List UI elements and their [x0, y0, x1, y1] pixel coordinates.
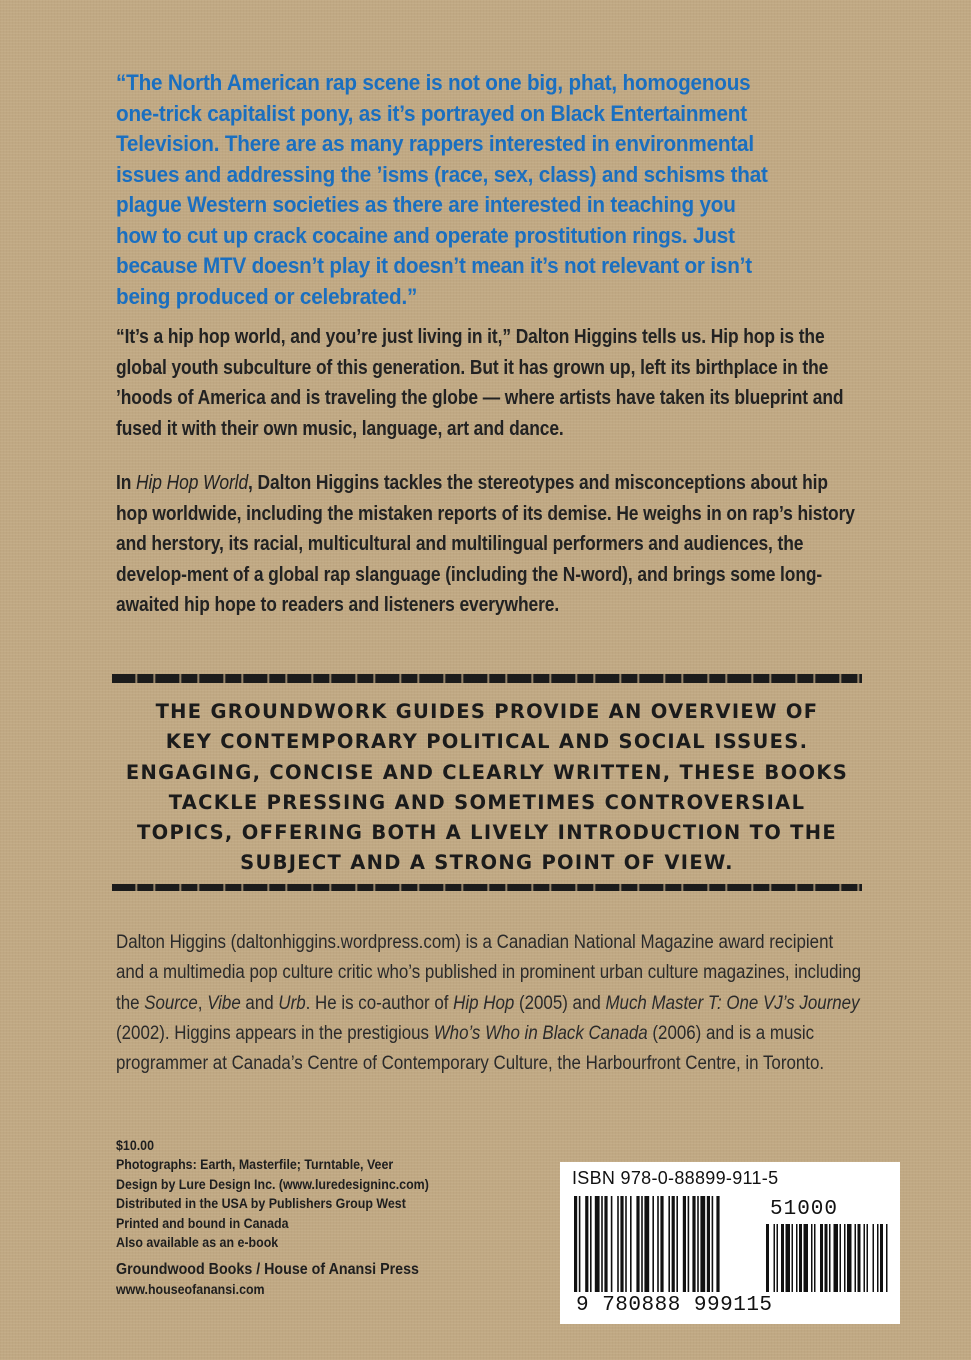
bio-text: (2006) and is a music programmer at Canada’s Centre of Contemporary Culture, the Harbourfront Centre, in Toronto.: [116, 1022, 825, 1075]
series-blurb-line: TOPICS, OFFERING BOTH A LIVELY INTRODUCTION TO THE: [136, 821, 838, 845]
isbn-barcode: [560, 1162, 900, 1324]
directory-title: Who’s Who in Black Canada: [433, 1022, 648, 1044]
magazine-title: Vibe: [207, 992, 241, 1014]
ean-number: 9 780888 999115: [576, 1294, 773, 1317]
description-rest: , Dalton Higgins tackles the stereotypes and misconceptions about hip hop worldwide, including the mistaken reports of its demise. He weighs in on rap’s history and herstory, its racial, multicultural and multilingual performers and audiences, the develop-ment of a global rap slanguage (including the N-word), and brings some long-awaited hip hope to readers and listeners everywhere.: [116, 472, 855, 616]
distribution-note: Distributed in the USA by Publishers Group West: [116, 1196, 406, 1212]
publisher-website: www.houseofanansi.com: [116, 1281, 265, 1297]
bio-text: . He is co-author of: [305, 992, 454, 1014]
bio-text: Dalton Higgins (daltonhiggins.wordpress.com) is a Canadian National Magazine award recipient and a multimedia pop culture critic who’s published in prominent urban culture magazines, including the: [116, 932, 862, 1014]
bio-text: (2005) and: [514, 992, 606, 1014]
co-authored-book-title: Much Master T: One VJ’s Journey: [605, 992, 860, 1014]
price: $10.00: [116, 1138, 154, 1153]
bio-text: and: [240, 992, 279, 1014]
description-intro: In: [116, 472, 137, 494]
publisher-name: Groundwood Books / House of Anansi Press: [116, 1261, 419, 1279]
price-code: 51000: [770, 1198, 839, 1221]
series-blurb-line: SUBJECT AND A STRONG POINT OF VIEW.: [240, 851, 734, 875]
description-paragraph-1: “It’s a hip hop world, and you’re just living in it,” Dalton Higgins tells us. Hip hop is the global youth subculture of this generation. But it has grown up, left its birthplace in the ’hoods of America and is traveling the globe — where artists have taken its blueprint and fused it with their own music, language, art and dance.: [116, 326, 844, 440]
bio-text: ,: [197, 992, 208, 1014]
description-paragraph-2: [116, 468, 856, 621]
divider-bottom: [112, 884, 862, 891]
photo-credits: Photographs: Earth, Masterfile; Turntable, Veer: [116, 1157, 394, 1173]
series-blurb-line: ENGAGING, CONCISE AND CLEARLY WRITTEN, THESE BOOKS: [125, 760, 849, 784]
design-credits: Design by Lure Design Inc. (www.luredesigninc.com): [116, 1176, 429, 1192]
bio-text: (2002). Higgins appears in the prestigious: [116, 1022, 434, 1044]
series-blurb-line: THE GROUNDWORK GUIDES PROVIDE AN OVERVIEW OF: [155, 700, 819, 723]
credits-block: [116, 1136, 502, 1299]
pull-quote: “The North American rap scene is not one big, phat, homogenous one-trick capitalist pony, as it’s portrayed on Black Entertainment Television. There are as many rappers interested in environmental issues and addressing the ’isms (race, sex, class) and schisms that plague Western societies as there are interested in teaching you how to cut up crack cocaine and operate prostitution rings. Just because MTV doesn’t play it doesn’t mean it’s not relevant or isn’t being produced or celebrated.”: [116, 70, 768, 309]
book-title: Hip Hop World: [136, 472, 249, 494]
magazine-title: Source: [144, 992, 198, 1014]
divider-top: [112, 674, 862, 683]
co-authored-book-title: Hip Hop: [453, 992, 515, 1014]
series-blurb: [112, 697, 862, 879]
isbn-number: ISBN 978-0-88899-911-5: [572, 1168, 779, 1188]
author-bio: [116, 928, 864, 1079]
series-blurb-line: TACKLE PRESSING AND SOMETIMES CONTROVERSIAL: [168, 790, 806, 814]
magazine-title: Urb: [278, 992, 306, 1014]
ebook-note: Also available as an e-book: [116, 1235, 279, 1251]
series-blurb-line: KEY CONTEMPORARY POLITICAL AND SOCIAL ISSUES.: [165, 730, 809, 754]
printing-note: Printed and bound in Canada: [116, 1215, 289, 1231]
